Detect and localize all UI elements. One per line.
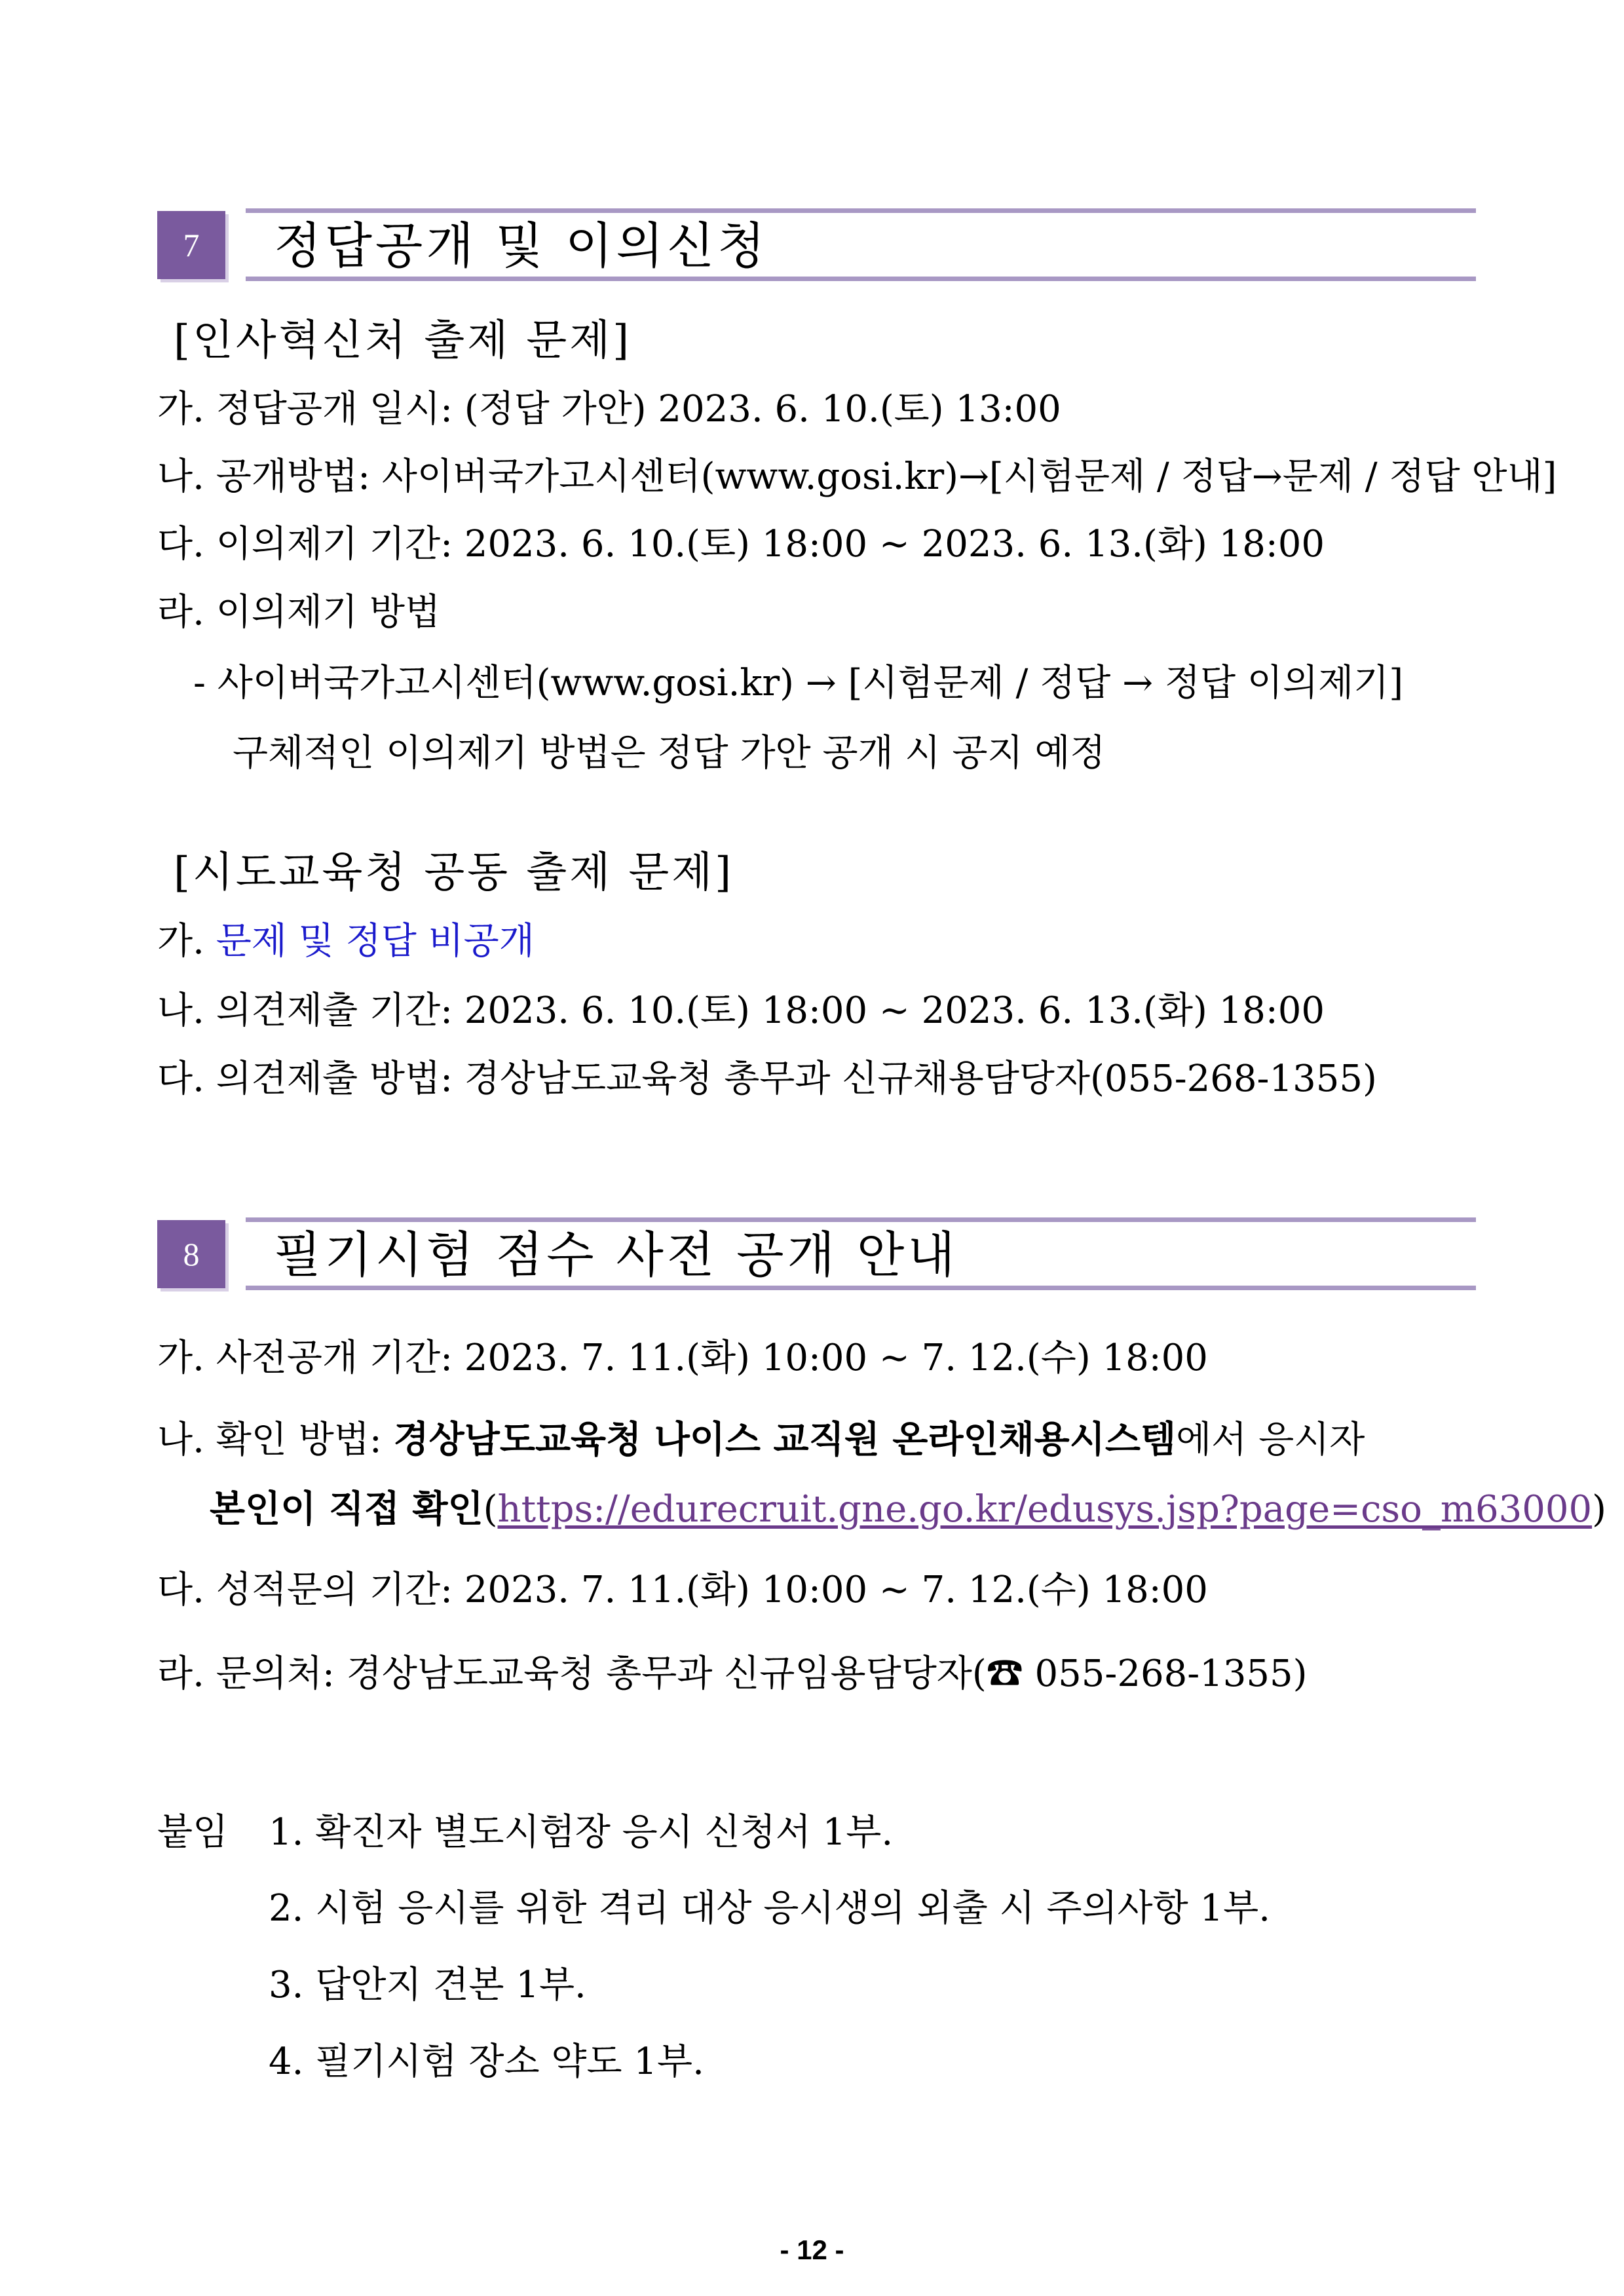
- s8-paren-open: (: [483, 1488, 498, 1531]
- attachment-item: 2. 시험 응시를 위한 격리 대상 응시생의 외출 시 주의사항 1부.: [269, 1887, 1271, 1930]
- s8-item-d: 라. 문의처: 경상남도교육청 총무과 신규임용담당자(☎ 055-268-1355): [157, 1653, 1308, 1695]
- page-number: - 12 -: [780, 2234, 844, 2265]
- s7-item-d2: 구체적인 이의제기 방법은 정답 가안 공개 시 공지 예정: [233, 732, 1106, 775]
- section-7-title: 정답공개 및 이의신청: [274, 217, 768, 275]
- attachment-item: 4. 필기시험 장소 약도 1부.: [269, 2040, 704, 2083]
- subheading-mpm: [인사혁신처 출제 문제]: [174, 316, 632, 365]
- attachment-item: 3. 답안지 견본 1부.: [269, 1964, 586, 2006]
- s7b-item-a-highlight: 문제 및 정답 비공개: [216, 920, 535, 963]
- attachments-label: 붙임: [157, 1811, 229, 1854]
- s8-item-b-system: 경상남도교육청 나이스 교직원 온라인채용시스템: [393, 1418, 1177, 1461]
- attachment-item: 1. 확진자 별도시험장 응시 신청서 1부.: [269, 1811, 894, 1854]
- s8-item-b-cont: [210, 1486, 1606, 1533]
- s8-item-b-prefix: 나. 확인 방법:: [157, 1419, 394, 1461]
- s7b-item-c: 다. 의견제출 방법: 경상남도교육청 총무과 신규채용담당자(055-268-1355): [157, 1058, 1377, 1100]
- section-number-7: 7: [157, 211, 225, 279]
- s7b-item-a: [157, 919, 535, 965]
- s7-item-c: 다. 이의제기 기간: 2023. 6. 10.(토) 18:00 ~ 2023. 6. 13.(화) 18:00: [157, 523, 1325, 565]
- section-7-top-rule: [246, 208, 1476, 213]
- s8-item-b-mid: 에서 응시자: [1176, 1419, 1365, 1461]
- s7-item-a: 가. 정답공개 일시: (정답 가안) 2023. 6. 10.(토) 13:00: [157, 388, 1061, 430]
- s7-item-b: 나. 공개방법: 사이버국가고시센터(www.gosi.kr)→[시험문제 / 정답→문제 / 정답 안내]: [157, 455, 1557, 498]
- section-8-title: 필기시험 점수 사전 공개 안내: [274, 1226, 958, 1284]
- s7-item-d1: - 사이버국가고시센터(www.gosi.kr) → [시험문제 / 정답 → 정답 이의제기]: [193, 662, 1404, 704]
- s7-item-d: 라. 이의제기 방법: [157, 591, 441, 634]
- s7b-item-b: 나. 의견제출 기간: 2023. 6. 10.(토) 18:00 ~ 2023. 6. 13.(화) 18:00: [157, 989, 1325, 1032]
- s8-item-b-self-check: 본인이 직접 확인: [210, 1487, 483, 1531]
- s8-item-a: 가. 사전공개 기간: 2023. 7. 11.(화) 10:00 ~ 7. 12.(수) 18:00: [157, 1337, 1208, 1379]
- s7b-item-a-prefix: 가.: [157, 920, 216, 963]
- section-8-top-rule: [246, 1217, 1476, 1222]
- s8-item-c: 다. 성적문의 기간: 2023. 7. 11.(화) 10:00 ~ 7. 12.(수) 18:00: [157, 1569, 1208, 1611]
- edurecruit-link[interactable]: https://edurecruit.gne.go.kr/edusys.jsp?page=cso_m63000: [497, 1488, 1593, 1531]
- s8-paren-close: ): [1592, 1488, 1606, 1531]
- section-number-8: 8: [157, 1220, 225, 1288]
- subheading-joint: [시도교육청 공동 출제 문제]: [174, 849, 734, 897]
- s8-item-b: [157, 1417, 1365, 1463]
